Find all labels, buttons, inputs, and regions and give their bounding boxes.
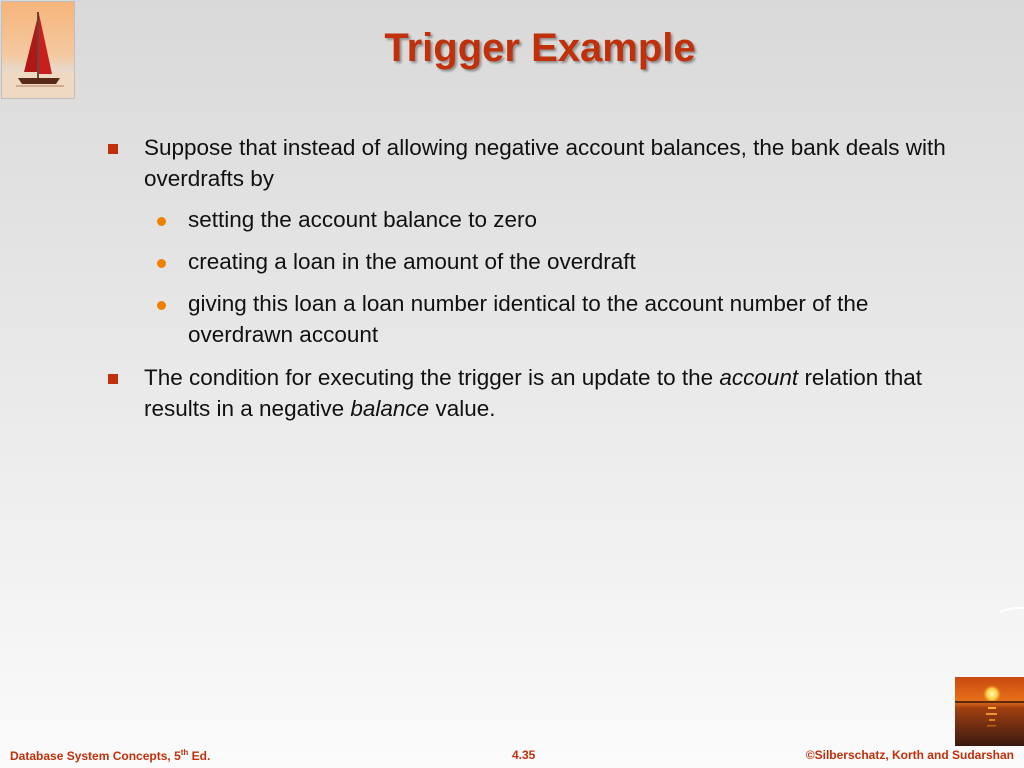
slide-content — [108, 132, 948, 432]
bullet-text: Suppose that instead of allowing negative account balances, the bank deals with overdrafts by — [144, 135, 946, 191]
balance-term: balance — [350, 396, 430, 421]
footer-page-number: 4.35 — [512, 748, 536, 762]
sub-bullet-text: setting the account balance to zero — [188, 207, 537, 232]
sunset-logo — [955, 677, 1024, 746]
dot-bullet-icon — [157, 217, 166, 226]
bullet-item — [108, 362, 948, 424]
footer-edition-text: Ed. — [188, 749, 211, 763]
footer-book-title-text: Database System Concepts, 5 — [10, 749, 181, 763]
sub-bullet-list — [144, 204, 948, 350]
wave-decoration — [1000, 607, 1024, 613]
bullet-text: value. — [429, 396, 496, 421]
account-term: account — [719, 365, 799, 390]
bullet-text: relation that results in a negative — [144, 365, 923, 421]
footer-book-title — [10, 748, 210, 763]
footer-copyright: ©Silberschatz, Korth and Sudarshan — [805, 748, 1014, 762]
square-bullet-icon — [108, 374, 118, 384]
sub-bullet-item — [108, 246, 948, 277]
footer-edition-superscript: th — [180, 748, 189, 757]
sub-bullet-item — [108, 288, 948, 350]
sub-bullet-item — [108, 204, 948, 235]
dot-bullet-icon — [157, 259, 166, 268]
slide-title: Trigger Example — [384, 26, 696, 70]
bullet-item — [108, 132, 948, 350]
bullet-text: The condition for executing the trigger is an update to the — [144, 365, 720, 390]
sub-bullet-text: creating a loan in the amount of the overdraft — [188, 249, 636, 274]
square-bullet-icon — [108, 144, 118, 154]
dot-bullet-icon — [157, 301, 166, 310]
sub-bullet-text: giving this loan a loan number identical to the account number of the overdrawn account — [188, 291, 869, 347]
